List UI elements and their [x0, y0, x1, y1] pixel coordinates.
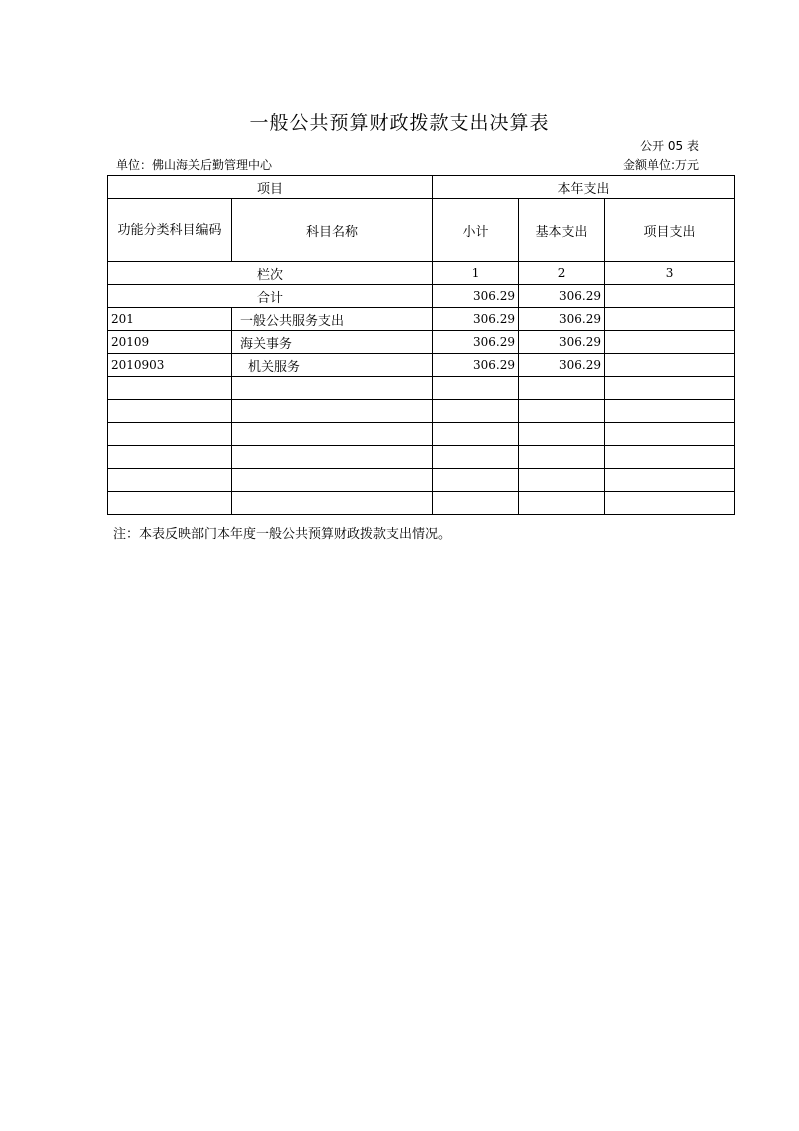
column-index-2: 2: [519, 262, 605, 285]
empty-row: [108, 423, 735, 446]
row-name: 机关服务: [232, 354, 433, 377]
header-basic: 基本支出: [519, 199, 605, 262]
row-basic: 306.29: [519, 308, 605, 331]
row-subtotal: 306.29: [433, 354, 519, 377]
table-row: [108, 308, 735, 331]
row-project-expense: [605, 308, 735, 331]
row-code: 20109: [108, 331, 232, 354]
column-index-row: [108, 262, 735, 285]
total-basic: 306.29: [519, 285, 605, 308]
empty-row: [108, 446, 735, 469]
table-row: [108, 354, 735, 377]
header-name: 科目名称: [232, 199, 433, 262]
empty-row: [108, 377, 735, 400]
empty-row: [108, 492, 735, 515]
row-project-expense: [605, 331, 735, 354]
total-label: 合计: [108, 285, 433, 308]
empty-row: [108, 469, 735, 492]
total-subtotal: 306.29: [433, 285, 519, 308]
expenditure-table: [107, 175, 735, 515]
header-project: 项目: [108, 176, 433, 199]
row-name: 海关事务: [232, 331, 433, 354]
row-basic: 306.29: [519, 331, 605, 354]
total-row: [108, 285, 735, 308]
header-project-expense: 项目支出: [605, 199, 735, 262]
row-code: 201: [108, 308, 232, 331]
column-index-label: 栏次: [108, 262, 433, 285]
header-subtotal: 小计: [433, 199, 519, 262]
row-subtotal: 306.29: [433, 331, 519, 354]
amount-unit-label: 金额单位:万元: [622, 158, 699, 172]
row-project-expense: [605, 354, 735, 377]
row-basic: 306.29: [519, 354, 605, 377]
row-subtotal: 306.29: [433, 308, 519, 331]
header-code: 功能分类科目编码: [108, 199, 232, 262]
header-current-year: 本年支出: [433, 176, 735, 199]
total-project-expense: [605, 285, 735, 308]
document-title: 一般公共预算财政拨款支出决算表: [249, 112, 550, 134]
row-name: 一般公共服务支出: [232, 308, 433, 331]
header-row-1: [108, 176, 735, 199]
form-number: 公开 05 表: [640, 139, 699, 153]
table-note: 注：本表反映部门本年度一般公共预算财政拨款支出情况。: [113, 527, 452, 542]
column-index-3: 3: [605, 262, 735, 285]
header-row-2: [108, 199, 735, 262]
column-index-1: 1: [433, 262, 519, 285]
empty-row: [108, 400, 735, 423]
table-row: [108, 331, 735, 354]
row-code: 2010903: [108, 354, 232, 377]
unit-label: 单位：佛山海关后勤管理中心: [116, 158, 273, 172]
